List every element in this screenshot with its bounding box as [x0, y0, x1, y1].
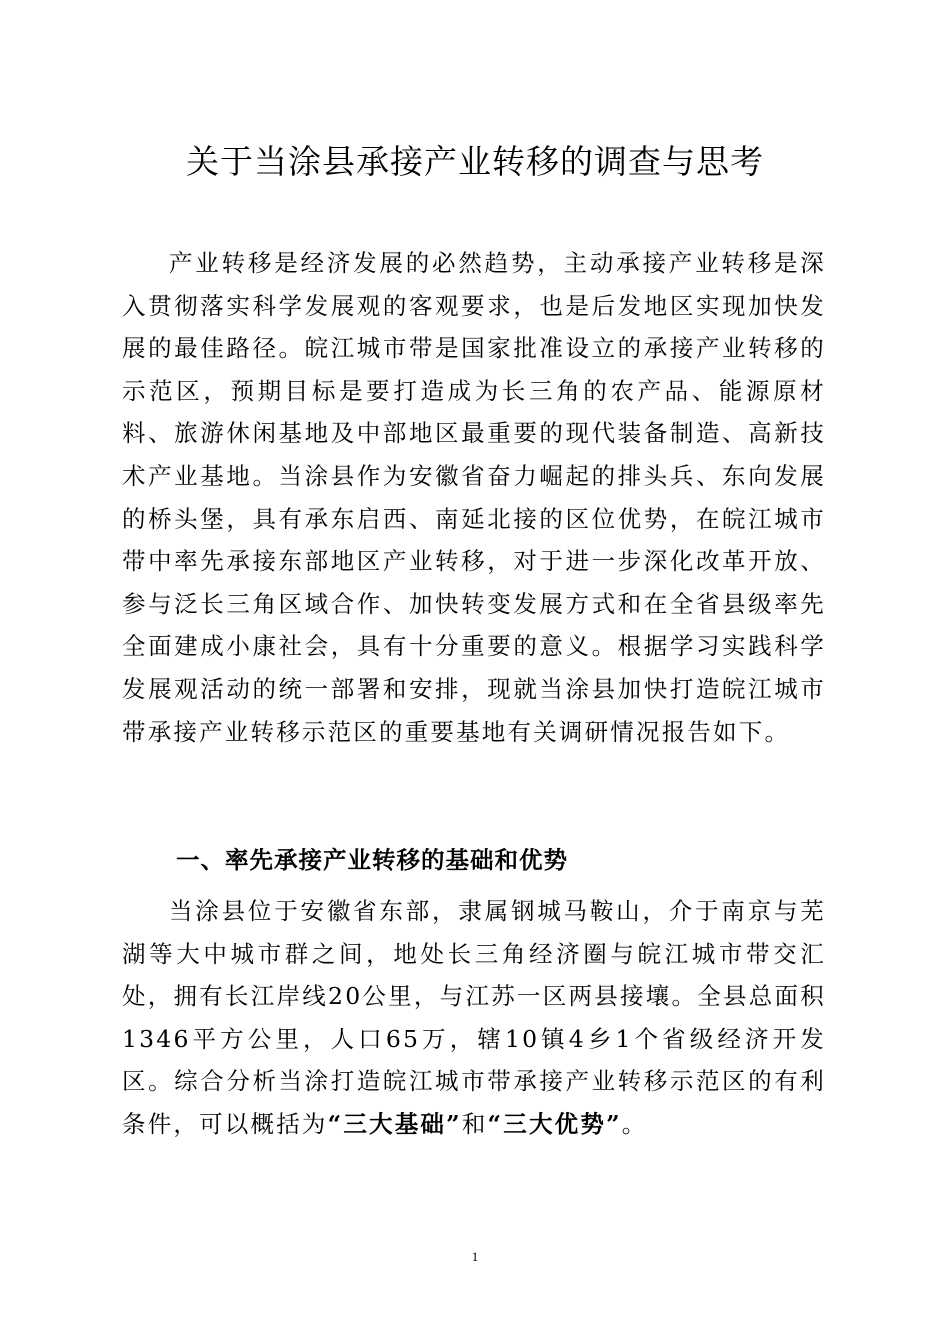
emphasis-three-advantages: “三大优势” — [487, 1109, 622, 1138]
body-paragraph-intro: 产业转移是经济发展的必然趋势，主动承接产业转移是深入贯彻落实科学发展观的客观要求，也是后发地区实现加快发展的最佳路径。皖江城市带是国家批准设立的承接产业转移的示范区，预期目标是要打造成为长三角的农产品、能源原材料、旅游休闲基地及中部地区最重要的现代装备制造、高新技术产业基地。当涂县作为安徽省奋力崛起的排头兵、东向发展的桥头堡，具有承东启西、南延北接的区位优势，在皖江城市带中率先承接东部地区产业转移，对于进一步深化改革开放、参与泛长三角区域合作、加快转变发展方式和在全省县级率先全面建成小康社会，具有十分重要的意义。根据学习实践科学发展观活动的统一部署和安排，现就当涂县加快打造皖江城市带承接产业转移示范区的重要基地有关调研情况报告如下。 — [122, 249, 826, 746]
paragraph-text: 当涂县位于安徽省东部，隶属钢城马鞍山，介于南京与芜湖等大中城市群之间，地处长三角经济圈与皖江城市带交汇处，拥有长江岸线20公里，与江苏一区两县接壤。全县总面积1346平方公里，人口65万，辖10镇4乡1个省级经济开发区。综合分析当涂打造皖江城市带承接产业转移示范区的有利条件，可以概括为 — [122, 897, 826, 1138]
body-paragraph-location — [122, 890, 826, 1146]
document-title: 关于当涂县承接产业转移的调查与思考 — [186, 142, 764, 181]
paragraph-connector: 和 — [461, 1109, 488, 1138]
paragraph-end: 。 — [621, 1109, 648, 1138]
page-number: 1 — [471, 1249, 479, 1264]
emphasis-three-foundations: “三大基础” — [327, 1109, 462, 1138]
section-heading-1: 一、率先承接产业转移的基础和优势 — [176, 846, 568, 874]
